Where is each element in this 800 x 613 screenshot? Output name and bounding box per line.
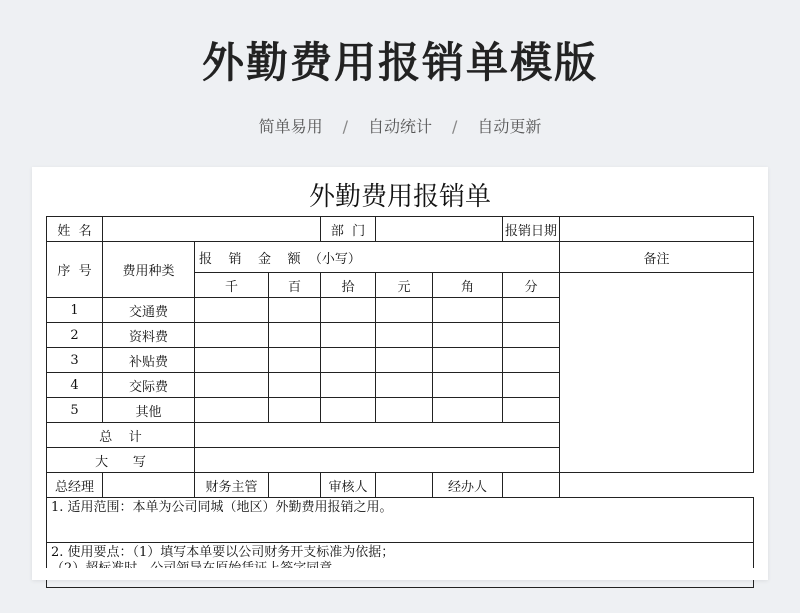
name-label: 姓 名 (47, 217, 103, 242)
amount-cell[interactable] (503, 298, 560, 323)
amount-cell[interactable] (195, 398, 269, 423)
digit-header-fen: 分 (503, 273, 560, 298)
form-title: 外勤费用报销单 (308, 182, 491, 212)
sheet-bottom-edge (32, 568, 768, 580)
amount-cell[interactable] (376, 373, 433, 398)
amount-cell[interactable] (269, 373, 321, 398)
remark-header: 备注 (560, 242, 754, 273)
amount-cell[interactable] (503, 348, 560, 373)
amount-cell[interactable] (376, 398, 433, 423)
expense-form-table (46, 216, 754, 588)
row-type: 资料费 (103, 323, 195, 348)
amount-cell[interactable] (376, 298, 433, 323)
row-type: 交通费 (103, 298, 195, 323)
amount-cell[interactable] (376, 323, 433, 348)
note-usage-line1: 2. 使用要点：（1）填写本单要以公司财务开支标准为依据； (51, 545, 395, 560)
finance-field[interactable] (269, 473, 321, 498)
amount-cell[interactable] (503, 323, 560, 348)
gm-field[interactable] (103, 473, 195, 498)
date-field[interactable] (560, 217, 754, 242)
feature-easy: 简单易用 (258, 117, 323, 136)
uppercase-label: 大 写 (47, 448, 195, 473)
amount-cell[interactable] (433, 298, 503, 323)
amount-cell[interactable] (321, 348, 376, 373)
row-seq: 1 (47, 298, 103, 323)
amount-cell[interactable] (503, 373, 560, 398)
digit-header-ten: 拾 (321, 273, 376, 298)
gm-label: 总经理 (47, 473, 103, 498)
type-header: 费用种类 (103, 242, 195, 298)
finance-label: 财务主管 (195, 473, 269, 498)
row-type: 交际费 (103, 373, 195, 398)
remark-field[interactable] (560, 273, 754, 473)
digit-header-thousand: 千 (195, 273, 269, 298)
dept-field[interactable] (376, 217, 503, 242)
digit-header-yuan: 元 (376, 273, 433, 298)
dept-label: 部 门 (321, 217, 376, 242)
amount-cell[interactable] (269, 348, 321, 373)
seq-header: 序 号 (47, 242, 103, 298)
row-seq: 3 (47, 348, 103, 373)
row-seq: 2 (47, 323, 103, 348)
name-field[interactable] (103, 217, 321, 242)
amount-cell[interactable] (195, 348, 269, 373)
amount-cell[interactable] (321, 323, 376, 348)
auditor-field[interactable] (376, 473, 433, 498)
note-scope: 1. 适用范围：本单为公司同城（地区）外勤费用报销之用。 (47, 498, 754, 543)
row-seq: 5 (47, 398, 103, 423)
amount-cell[interactable] (195, 323, 269, 348)
feature-auto-update: 自动更新 (477, 117, 542, 136)
amount-cell[interactable] (503, 398, 560, 423)
amount-cell[interactable] (433, 373, 503, 398)
amount-cell[interactable] (433, 398, 503, 423)
separator: / (342, 117, 348, 136)
amount-header: 报 销 金 额 （小写） (195, 242, 560, 273)
date-label: 报销日期 (503, 217, 560, 242)
amount-cell[interactable] (376, 348, 433, 373)
amount-cell[interactable] (433, 323, 503, 348)
row-type: 补贴费 (103, 348, 195, 373)
amount-cell[interactable] (195, 373, 269, 398)
total-label: 总 计 (47, 423, 195, 448)
amount-cell[interactable] (321, 373, 376, 398)
amount-cell[interactable] (433, 348, 503, 373)
auditor-label: 审核人 (321, 473, 376, 498)
feature-tagline (0, 114, 800, 137)
total-field[interactable] (195, 423, 560, 448)
amount-cell[interactable] (195, 298, 269, 323)
uppercase-field[interactable] (195, 448, 560, 473)
digit-header-jiao: 角 (433, 273, 503, 298)
amount-cell[interactable] (321, 298, 376, 323)
amount-cell[interactable] (269, 298, 321, 323)
digit-header-hundred: 百 (269, 273, 321, 298)
row-type: 其他 (103, 398, 195, 423)
amount-cell[interactable] (269, 398, 321, 423)
amount-cell[interactable] (321, 398, 376, 423)
page-title: 外勤费用报销单模版 (201, 38, 598, 87)
row-seq: 4 (47, 373, 103, 398)
amount-cell[interactable] (269, 323, 321, 348)
handler-field[interactable] (503, 473, 560, 498)
separator: / (452, 117, 458, 136)
feature-auto-stats: 自动统计 (367, 117, 432, 136)
handler-label: 经办人 (433, 473, 503, 498)
footer-blank (560, 473, 754, 498)
note-usage (47, 543, 754, 588)
